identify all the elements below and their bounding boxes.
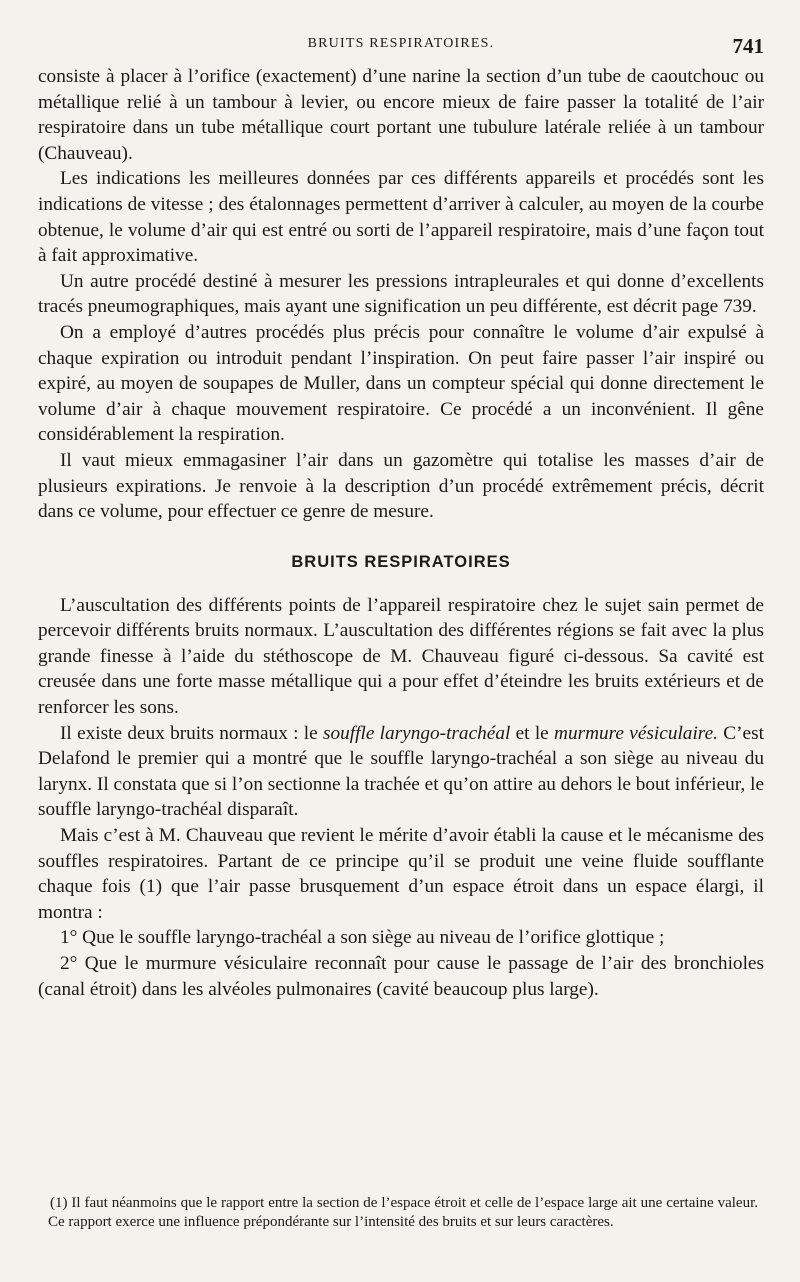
deux-bruits-mid: et le [510, 722, 555, 744]
paragraph-continuation: consiste à placer à l’orifice (exactement) d’une narine la section d’un tube de caoutchouc ou métallique relié à un tambour à levier, ou encore mieux de faire passer la totalité de l’air respiratoire dans un tube métallique court portant une tubulure latérale reliée à un tambour (Chauveau). [38, 66, 764, 164]
footnote [48, 1194, 758, 1232]
deux-bruits-start: Il existe deux bruits normaux : le [60, 722, 323, 744]
footnote-text: (1) Il faut néanmoins que le rapport entre la section de l’espace étroit et celle de l’espace large ait une certaine valeur. Ce rapport exerce une influence prépondérante sur l’intensité des bruits et sur leurs caractères. [48, 1195, 758, 1230]
paragraph-point-1: 1° Que le souffle laryngo-trachéal a son siège au niveau de l’orifice glottique ; [60, 927, 665, 949]
deux-bruits-end: C’est Delafond le premier qui a montré que le souffle laryngo-trachéal a son siège au niveau du larynx. Il constata que si l’on sectionne la trachée et qu’on attire au dehors le bout inférieur, le souffle laryngo-trachéal disparaît. [38, 722, 764, 821]
paragraph-deux-bruits [38, 721, 764, 823]
page-number: 741 [732, 34, 764, 58]
paragraph-chauveau: Mais c’est à M. Chauveau que revient le mérite d’avoir établi la cause et le mécanisme des souffles respiratoires. Partant de ce principe qu’il se produit une veine fluide soufflante chaque fois (1) que l’air passe brusquement d’un espace étroit dans un espace élargi, il montra : [38, 825, 764, 923]
body-text [38, 64, 764, 1002]
paragraph-auscultation: L’auscultation des différents points de l’appareil respiratoire chez le sujet sain permet de percevoir différents bruits normaux. L’auscultation des différentes régions se fait avec la plus grande finesse à l’aide du stéthoscope de M. Chauveau figuré ci-dessous. Sa cavité est creusée dans une forte masse métallique qui a pour effet d’éteindre les bruits extérieurs et de renforcer les sons. [38, 594, 764, 719]
paragraph-procedes-precis: On a employé d’autres procédés plus précis pour connaître le volume d’air expulsé à chaque expiration ou introduit pendant l’inspiration. On peut faire passer l’air inspiré ou expiré, au moyen de soupapes de Muller, dans un compteur spécial qui donne directement le volume d’air à chaque mouvement respiratoire. Ce procédé a un inconvénient. Il gêne considérablement la respiration. [38, 321, 764, 446]
term-murmure-vesiculaire: murmure vésiculaire. [554, 722, 718, 744]
paragraph-autre-procede: Un autre procédé destiné à mesurer les pressions intrapleurales et qui donne d’excellents tracés pneumographiques, mais ayant une signification un peu différente, est décrit page 739. [38, 270, 764, 318]
running-title: BRUITS RESPIRATOIRES. [307, 36, 495, 51]
paragraph-indications: Les indications les meilleures données par ces différents appareils et procédés sont les indications de vitesse ; des étalonnages permettent d’arriver à calculer, au moyen de la courbe obtenue, le volume d’air qui est entré ou sorti de l’appareil respiratoire, mais d’une façon tout à fait approximative. [38, 168, 764, 267]
paragraph-point-2: 2° Que le murmure vésiculaire reconnaît pour cause le passage de l’air des bronchioles (canal étroit) dans les alvéoles pulmonaires (cavité beaucoup plus large). [38, 953, 764, 1000]
term-souffle-laryngo-tracheal: souffle laryngo-trachéal [322, 722, 511, 744]
running-head [38, 34, 764, 56]
section-heading: BRUITS RESPIRATOIRES [291, 552, 511, 571]
paragraph-gazometre: Il vaut mieux emmagasiner l’air dans un gazomètre qui totalise les masses d’air de plusieurs expirations. Je renvoie à la description d’un procédé extrêmement précis, décrit dans ce volume, pour effectuer ce genre de mesure. [38, 449, 764, 523]
